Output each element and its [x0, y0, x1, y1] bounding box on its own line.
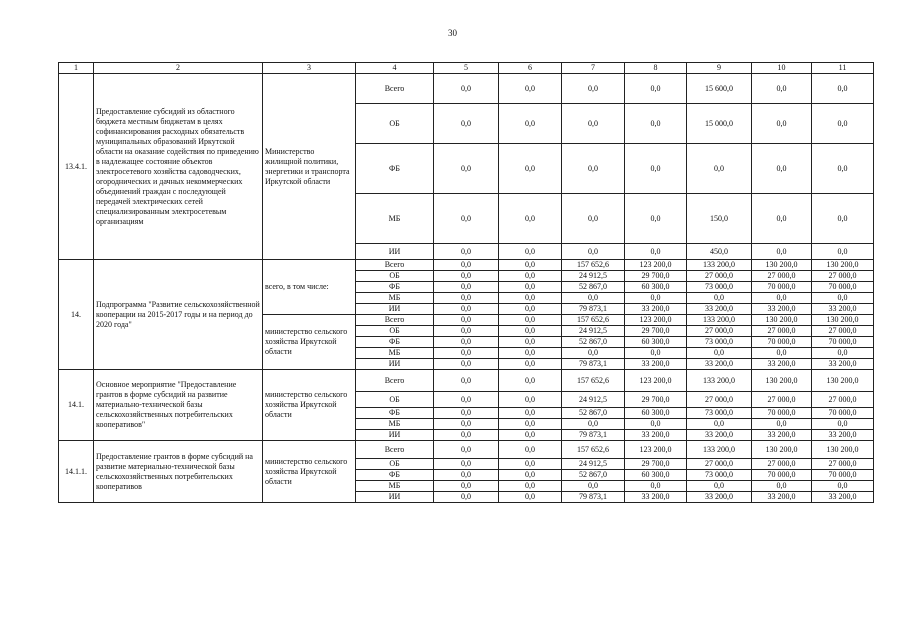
value-cell: 0,0 — [434, 315, 499, 326]
header-cell: 5 — [434, 63, 499, 74]
value-cell: 150,0 — [687, 194, 752, 244]
value-cell: 60 300,0 — [625, 470, 687, 481]
value-cell: 0,0 — [434, 348, 499, 359]
header-row — [59, 63, 874, 74]
value-cell: 33 200,0 — [812, 359, 874, 370]
value-cell: 33 200,0 — [752, 359, 812, 370]
funding-source: ИИ — [356, 430, 434, 441]
value-cell: 0,0 — [812, 419, 874, 430]
funding-source: ИИ — [356, 244, 434, 260]
value-cell: 0,0 — [434, 337, 499, 348]
funding-source: ОБ — [356, 326, 434, 337]
value-cell: 0,0 — [562, 481, 625, 492]
value-cell: 0,0 — [434, 459, 499, 470]
value-cell: 70 000,0 — [752, 470, 812, 481]
value-cell: 0,0 — [499, 326, 562, 337]
value-cell: 0,0 — [812, 74, 874, 104]
value-cell: 70 000,0 — [812, 408, 874, 419]
value-cell: 33 200,0 — [752, 304, 812, 315]
value-cell: 0,0 — [434, 430, 499, 441]
value-cell: 0,0 — [434, 282, 499, 293]
value-cell: 0,0 — [499, 430, 562, 441]
executor: Министерство жилищной политики, энергетики и транспорта Иркутской области — [263, 74, 356, 260]
value-cell: 133 200,0 — [687, 260, 752, 271]
value-cell: 0,0 — [434, 244, 499, 260]
value-cell: 33 200,0 — [812, 304, 874, 315]
value-cell: 0,0 — [562, 244, 625, 260]
value-cell: 0,0 — [625, 419, 687, 430]
value-cell: 33 200,0 — [625, 492, 687, 503]
value-cell: 130 200,0 — [752, 441, 812, 459]
value-cell: 0,0 — [812, 244, 874, 260]
value-cell: 0,0 — [752, 144, 812, 194]
value-cell: 0,0 — [499, 392, 562, 408]
item-number: 14. — [59, 260, 94, 370]
value-cell: 123 200,0 — [625, 370, 687, 392]
value-cell: 27 000,0 — [812, 392, 874, 408]
value-cell: 0,0 — [752, 348, 812, 359]
value-cell: 79 873,1 — [562, 359, 625, 370]
value-cell: 29 700,0 — [625, 326, 687, 337]
value-cell: 0,0 — [625, 144, 687, 194]
value-cell: 130 200,0 — [752, 370, 812, 392]
value-cell: 0,0 — [812, 104, 874, 144]
value-cell: 0,0 — [625, 348, 687, 359]
value-cell: 157 652,6 — [562, 441, 625, 459]
value-cell: 0,0 — [434, 370, 499, 392]
value-cell: 27 000,0 — [752, 392, 812, 408]
value-cell: 0,0 — [434, 408, 499, 419]
value-cell: 73 000,0 — [687, 408, 752, 419]
value-cell: 0,0 — [499, 441, 562, 459]
value-cell: 73 000,0 — [687, 470, 752, 481]
value-cell: 60 300,0 — [625, 282, 687, 293]
value-cell: 24 912,5 — [562, 392, 625, 408]
funding-source: МБ — [356, 293, 434, 304]
value-cell: 0,0 — [625, 481, 687, 492]
funding-source: МБ — [356, 419, 434, 430]
value-cell: 27 000,0 — [812, 459, 874, 470]
value-cell: 0,0 — [812, 481, 874, 492]
executor: министерство сельского хозяйства Иркутской области — [263, 441, 356, 503]
value-cell: 0,0 — [687, 293, 752, 304]
value-cell: 0,0 — [499, 419, 562, 430]
value-cell: 73 000,0 — [687, 337, 752, 348]
value-cell: 0,0 — [625, 74, 687, 104]
funding-source: Всего — [356, 74, 434, 104]
value-cell: 33 200,0 — [687, 492, 752, 503]
value-cell: 0,0 — [434, 441, 499, 459]
header-cell: 11 — [812, 63, 874, 74]
value-cell: 0,0 — [499, 408, 562, 419]
value-cell: 130 200,0 — [812, 370, 874, 392]
value-cell: 70 000,0 — [812, 282, 874, 293]
funding-source: ОБ — [356, 271, 434, 282]
value-cell: 70 000,0 — [812, 470, 874, 481]
value-cell: 0,0 — [812, 144, 874, 194]
value-cell: 133 200,0 — [687, 370, 752, 392]
value-cell: 0,0 — [499, 282, 562, 293]
value-cell: 33 200,0 — [625, 430, 687, 441]
header-cell: 6 — [499, 63, 562, 74]
value-cell: 27 000,0 — [812, 326, 874, 337]
value-cell: 0,0 — [625, 104, 687, 144]
value-cell: 0,0 — [499, 470, 562, 481]
item-name: Предоставление грантов в форме субсидий на развитие материально-технической базы сельскохозяйственных потребительских кооперативов — [94, 441, 263, 503]
value-cell: 27 000,0 — [687, 271, 752, 282]
value-cell: 0,0 — [434, 260, 499, 271]
item-name: Подпрограмма "Развитие сельскохозяйственной кооперации на 2015-2017 годы и на период до 2020 года" — [94, 260, 263, 370]
value-cell: 130 200,0 — [752, 260, 812, 271]
value-cell: 29 700,0 — [625, 392, 687, 408]
value-cell: 27 000,0 — [687, 392, 752, 408]
value-cell: 15 000,0 — [687, 104, 752, 144]
value-cell: 0,0 — [499, 359, 562, 370]
value-cell: 70 000,0 — [752, 337, 812, 348]
value-cell: 0,0 — [625, 293, 687, 304]
value-cell: 0,0 — [499, 481, 562, 492]
value-cell: 123 200,0 — [625, 260, 687, 271]
value-cell: 0,0 — [434, 481, 499, 492]
funding-source: ФБ — [356, 337, 434, 348]
value-cell: 24 912,5 — [562, 326, 625, 337]
value-cell: 52 867,0 — [562, 282, 625, 293]
header-cell: 9 — [687, 63, 752, 74]
value-cell: 450,0 — [687, 244, 752, 260]
value-cell: 157 652,6 — [562, 260, 625, 271]
value-cell: 0,0 — [434, 326, 499, 337]
value-cell: 0,0 — [434, 304, 499, 315]
item-number: 14.1.1. — [59, 441, 94, 503]
funding-source: ИИ — [356, 304, 434, 315]
value-cell: 0,0 — [562, 104, 625, 144]
value-cell: 27 000,0 — [752, 326, 812, 337]
value-cell: 0,0 — [562, 348, 625, 359]
funding-source: МБ — [356, 194, 434, 244]
value-cell: 157 652,6 — [562, 315, 625, 326]
funding-table — [58, 62, 874, 503]
value-cell: 33 200,0 — [752, 492, 812, 503]
table-row — [59, 441, 874, 459]
value-cell: 0,0 — [752, 419, 812, 430]
funding-source: ИИ — [356, 492, 434, 503]
header-cell: 1 — [59, 63, 94, 74]
funding-source: ФБ — [356, 470, 434, 481]
value-cell: 27 000,0 — [752, 459, 812, 470]
value-cell: 123 200,0 — [625, 441, 687, 459]
value-cell: 0,0 — [499, 370, 562, 392]
header-cell: 10 — [752, 63, 812, 74]
value-cell: 33 200,0 — [752, 430, 812, 441]
value-cell: 0,0 — [499, 293, 562, 304]
value-cell: 0,0 — [562, 74, 625, 104]
value-cell: 33 200,0 — [625, 359, 687, 370]
item-number: 14.1. — [59, 370, 94, 441]
value-cell: 33 200,0 — [687, 359, 752, 370]
funding-source: МБ — [356, 481, 434, 492]
value-cell: 0,0 — [625, 244, 687, 260]
value-cell: 0,0 — [434, 293, 499, 304]
value-cell: 0,0 — [812, 348, 874, 359]
value-cell: 60 300,0 — [625, 337, 687, 348]
page-number: 30 — [448, 28, 457, 38]
value-cell: 0,0 — [752, 104, 812, 144]
executor: всего, в том числе: — [263, 260, 356, 315]
value-cell: 123 200,0 — [625, 315, 687, 326]
value-cell: 24 912,5 — [562, 459, 625, 470]
funding-source: ИИ — [356, 359, 434, 370]
value-cell: 0,0 — [434, 104, 499, 144]
value-cell: 15 600,0 — [687, 74, 752, 104]
value-cell: 79 873,1 — [562, 492, 625, 503]
item-name: Предоставление субсидий из областного бюджета местным бюджетам в целях софинансирования расходных обязательств муниципальных образований Иркутской области на оказание содействия по приведению в надлежащее состояние объектов электросетевого хозяйства садоводческих, огороднических и дачных некоммерческих объединений граждан с последующей передачей электрических сетей специализированным электросетевым организациям — [94, 74, 263, 260]
item-number: 13.4.1. — [59, 74, 94, 260]
value-cell: 33 200,0 — [812, 492, 874, 503]
executor: министерство сельского хозяйства Иркутской области — [263, 370, 356, 441]
value-cell: 133 200,0 — [687, 315, 752, 326]
value-cell: 29 700,0 — [625, 271, 687, 282]
funding-source: ОБ — [356, 459, 434, 470]
value-cell: 0,0 — [752, 194, 812, 244]
funding-source: МБ — [356, 348, 434, 359]
value-cell: 27 000,0 — [687, 459, 752, 470]
value-cell: 0,0 — [687, 481, 752, 492]
value-cell: 0,0 — [434, 392, 499, 408]
funding-source: ФБ — [356, 282, 434, 293]
value-cell: 33 200,0 — [687, 304, 752, 315]
table-row — [59, 74, 874, 104]
value-cell: 0,0 — [499, 492, 562, 503]
funding-source: Всего — [356, 370, 434, 392]
value-cell: 0,0 — [499, 244, 562, 260]
value-cell: 0,0 — [752, 481, 812, 492]
value-cell: 0,0 — [434, 74, 499, 104]
value-cell: 0,0 — [752, 244, 812, 260]
value-cell: 79 873,1 — [562, 430, 625, 441]
value-cell: 52 867,0 — [562, 408, 625, 419]
value-cell: 0,0 — [752, 293, 812, 304]
value-cell: 0,0 — [499, 304, 562, 315]
value-cell: 0,0 — [687, 419, 752, 430]
value-cell: 0,0 — [687, 348, 752, 359]
funding-source: Всего — [356, 441, 434, 459]
header-cell: 4 — [356, 63, 434, 74]
value-cell: 0,0 — [499, 459, 562, 470]
funding-source: Всего — [356, 315, 434, 326]
value-cell: 0,0 — [434, 492, 499, 503]
value-cell: 52 867,0 — [562, 470, 625, 481]
header-cell: 8 — [625, 63, 687, 74]
value-cell: 0,0 — [562, 194, 625, 244]
value-cell: 29 700,0 — [625, 459, 687, 470]
funding-source: Всего — [356, 260, 434, 271]
value-cell: 70 000,0 — [752, 282, 812, 293]
value-cell: 130 200,0 — [812, 260, 874, 271]
value-cell: 73 000,0 — [687, 282, 752, 293]
header-cell: 3 — [263, 63, 356, 74]
funding-source: ОБ — [356, 104, 434, 144]
value-cell: 70 000,0 — [812, 337, 874, 348]
value-cell: 0,0 — [434, 271, 499, 282]
value-cell: 0,0 — [499, 348, 562, 359]
value-cell: 0,0 — [434, 359, 499, 370]
value-cell: 0,0 — [562, 419, 625, 430]
value-cell: 27 000,0 — [752, 271, 812, 282]
value-cell: 130 200,0 — [812, 315, 874, 326]
value-cell: 27 000,0 — [812, 271, 874, 282]
value-cell: 0,0 — [687, 144, 752, 194]
value-cell: 130 200,0 — [812, 441, 874, 459]
header-cell: 2 — [94, 63, 263, 74]
funding-source: ФБ — [356, 408, 434, 419]
value-cell: 0,0 — [499, 315, 562, 326]
header-cell: 7 — [562, 63, 625, 74]
value-cell: 33 200,0 — [812, 430, 874, 441]
value-cell: 52 867,0 — [562, 337, 625, 348]
value-cell: 24 912,5 — [562, 271, 625, 282]
value-cell: 0,0 — [499, 337, 562, 348]
value-cell: 0,0 — [499, 194, 562, 244]
funding-source: ФБ — [356, 144, 434, 194]
value-cell: 157 652,6 — [562, 370, 625, 392]
value-cell: 130 200,0 — [752, 315, 812, 326]
value-cell: 0,0 — [812, 293, 874, 304]
value-cell: 33 200,0 — [625, 304, 687, 315]
value-cell: 0,0 — [434, 419, 499, 430]
value-cell: 0,0 — [434, 194, 499, 244]
value-cell: 0,0 — [812, 194, 874, 244]
value-cell: 0,0 — [499, 260, 562, 271]
value-cell: 0,0 — [499, 271, 562, 282]
value-cell: 0,0 — [562, 293, 625, 304]
value-cell: 0,0 — [562, 144, 625, 194]
value-cell: 0,0 — [499, 144, 562, 194]
value-cell: 70 000,0 — [752, 408, 812, 419]
value-cell: 27 000,0 — [687, 326, 752, 337]
value-cell: 79 873,1 — [562, 304, 625, 315]
value-cell: 0,0 — [434, 470, 499, 481]
value-cell: 0,0 — [434, 144, 499, 194]
value-cell: 33 200,0 — [687, 430, 752, 441]
value-cell: 0,0 — [499, 104, 562, 144]
table-row — [59, 260, 874, 271]
value-cell: 60 300,0 — [625, 408, 687, 419]
value-cell: 0,0 — [625, 194, 687, 244]
executor: министерство сельского хозяйства Иркутской области — [263, 315, 356, 370]
item-name: Основное мероприятие "Предоставление грантов в форме субсидий на развитие материально-технической базы сельскохозяйственных потребительских кооперативов" — [94, 370, 263, 441]
value-cell: 0,0 — [752, 74, 812, 104]
value-cell: 0,0 — [499, 74, 562, 104]
funding-source: ОБ — [356, 392, 434, 408]
value-cell: 133 200,0 — [687, 441, 752, 459]
table-row — [59, 370, 874, 392]
